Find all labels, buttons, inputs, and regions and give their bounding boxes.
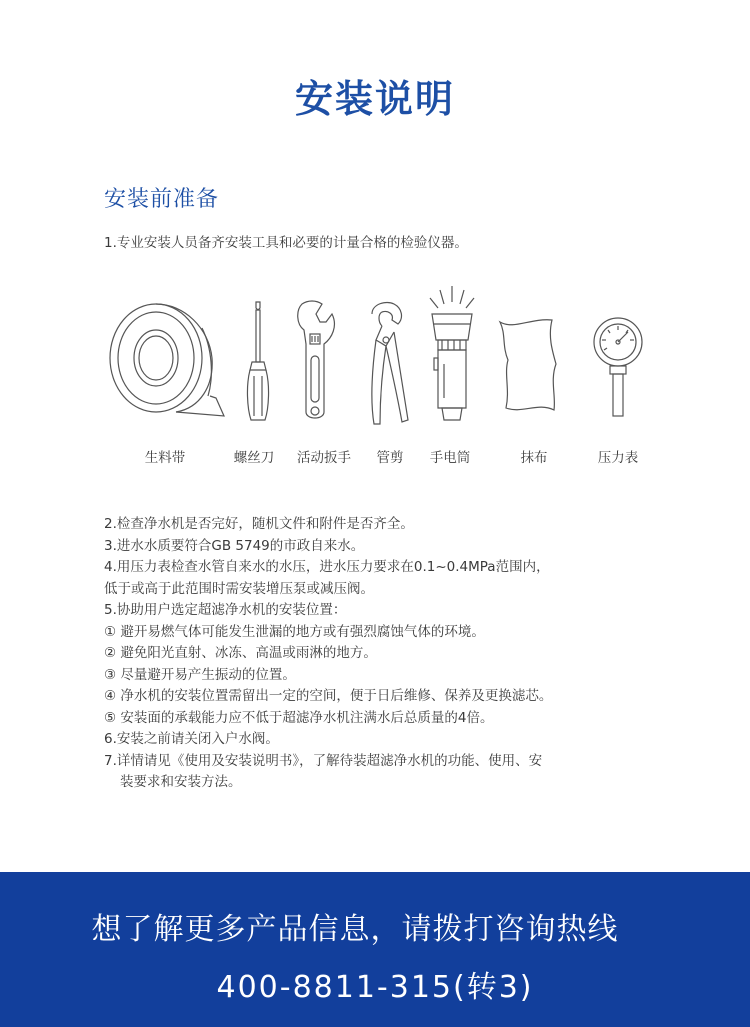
list-item: ③ 尽量避开易产生振动的位置。	[104, 666, 296, 683]
adjustable-wrench-icon	[292, 300, 342, 425]
list-item: 装要求和安装方法。	[120, 774, 242, 790]
cloth-icon	[494, 316, 560, 416]
section-title: 安装前准备	[104, 187, 220, 212]
list-item: 4.用压力表检查水管自来水的水压，进水压力要求在0.1~0.4MPa范围内，	[104, 559, 550, 575]
tools-illustration	[0, 280, 750, 480]
footer-banner	[0, 872, 750, 1027]
tool-label-screwdriver: 螺丝刀	[233, 450, 275, 466]
intro-text: 1.专业安装人员备齐安装工具和必要的计量合格的检验仪器。	[104, 235, 468, 251]
footer-hotline-prompt: 想了解更多产品信息，请拨打咨询热线	[91, 912, 619, 947]
tool-label-pipe-cutter: 管剪	[376, 450, 404, 466]
list-item: 5.协助用户选定超滤净水机的安装位置：	[104, 602, 347, 618]
steps-list	[104, 514, 664, 794]
list-item: 6.安装之前请关闭入户水阀。	[104, 731, 279, 747]
tool-label-tape: 生料带	[144, 450, 186, 466]
list-item: ⑤ 安装面的承载能力应不低于超滤净水机注满水后总质量的4倍。	[104, 709, 494, 726]
list-item: ② 避免阳光直射、冰冻、高温或雨淋的地方。	[104, 645, 377, 661]
list-item: ④ 净水机的安装位置需留出一定的空间，便于日后维修、保养及更换滤芯。	[104, 688, 553, 704]
flashlight-icon	[422, 284, 482, 426]
tool-label-gauge: 压力表	[597, 450, 639, 466]
tool-label-cloth: 抹布	[520, 450, 548, 466]
footer-hotline-number: 400-8811-315(转3)	[216, 970, 534, 1005]
list-item: 2.检查净水机是否完好，随机文件和附件是否齐全。	[104, 516, 414, 532]
tool-label-flashlight: 手电筒	[429, 450, 471, 466]
list-item: 低于或高于此范围时需安装增压泵或减压阀。	[104, 580, 374, 597]
tape-roll-icon	[104, 298, 230, 424]
pressure-gauge-icon	[588, 316, 648, 420]
tool-label-wrench: 活动扳手	[297, 450, 351, 466]
list-item: 7.详情请见《使用及安装说明书》，了解待装超滤净水机的功能、使用、安	[104, 752, 543, 769]
pipe-cutter-icon	[364, 300, 410, 428]
list-item: ① 避开易燃气体可能发生泄漏的地方或有强烈腐蚀气体的环境。	[104, 623, 485, 640]
list-item: 3.进水水质要符合GB 5749的市政自来水。	[104, 537, 365, 554]
screwdriver-icon	[238, 300, 278, 425]
page-title: 安装说明	[294, 77, 455, 121]
